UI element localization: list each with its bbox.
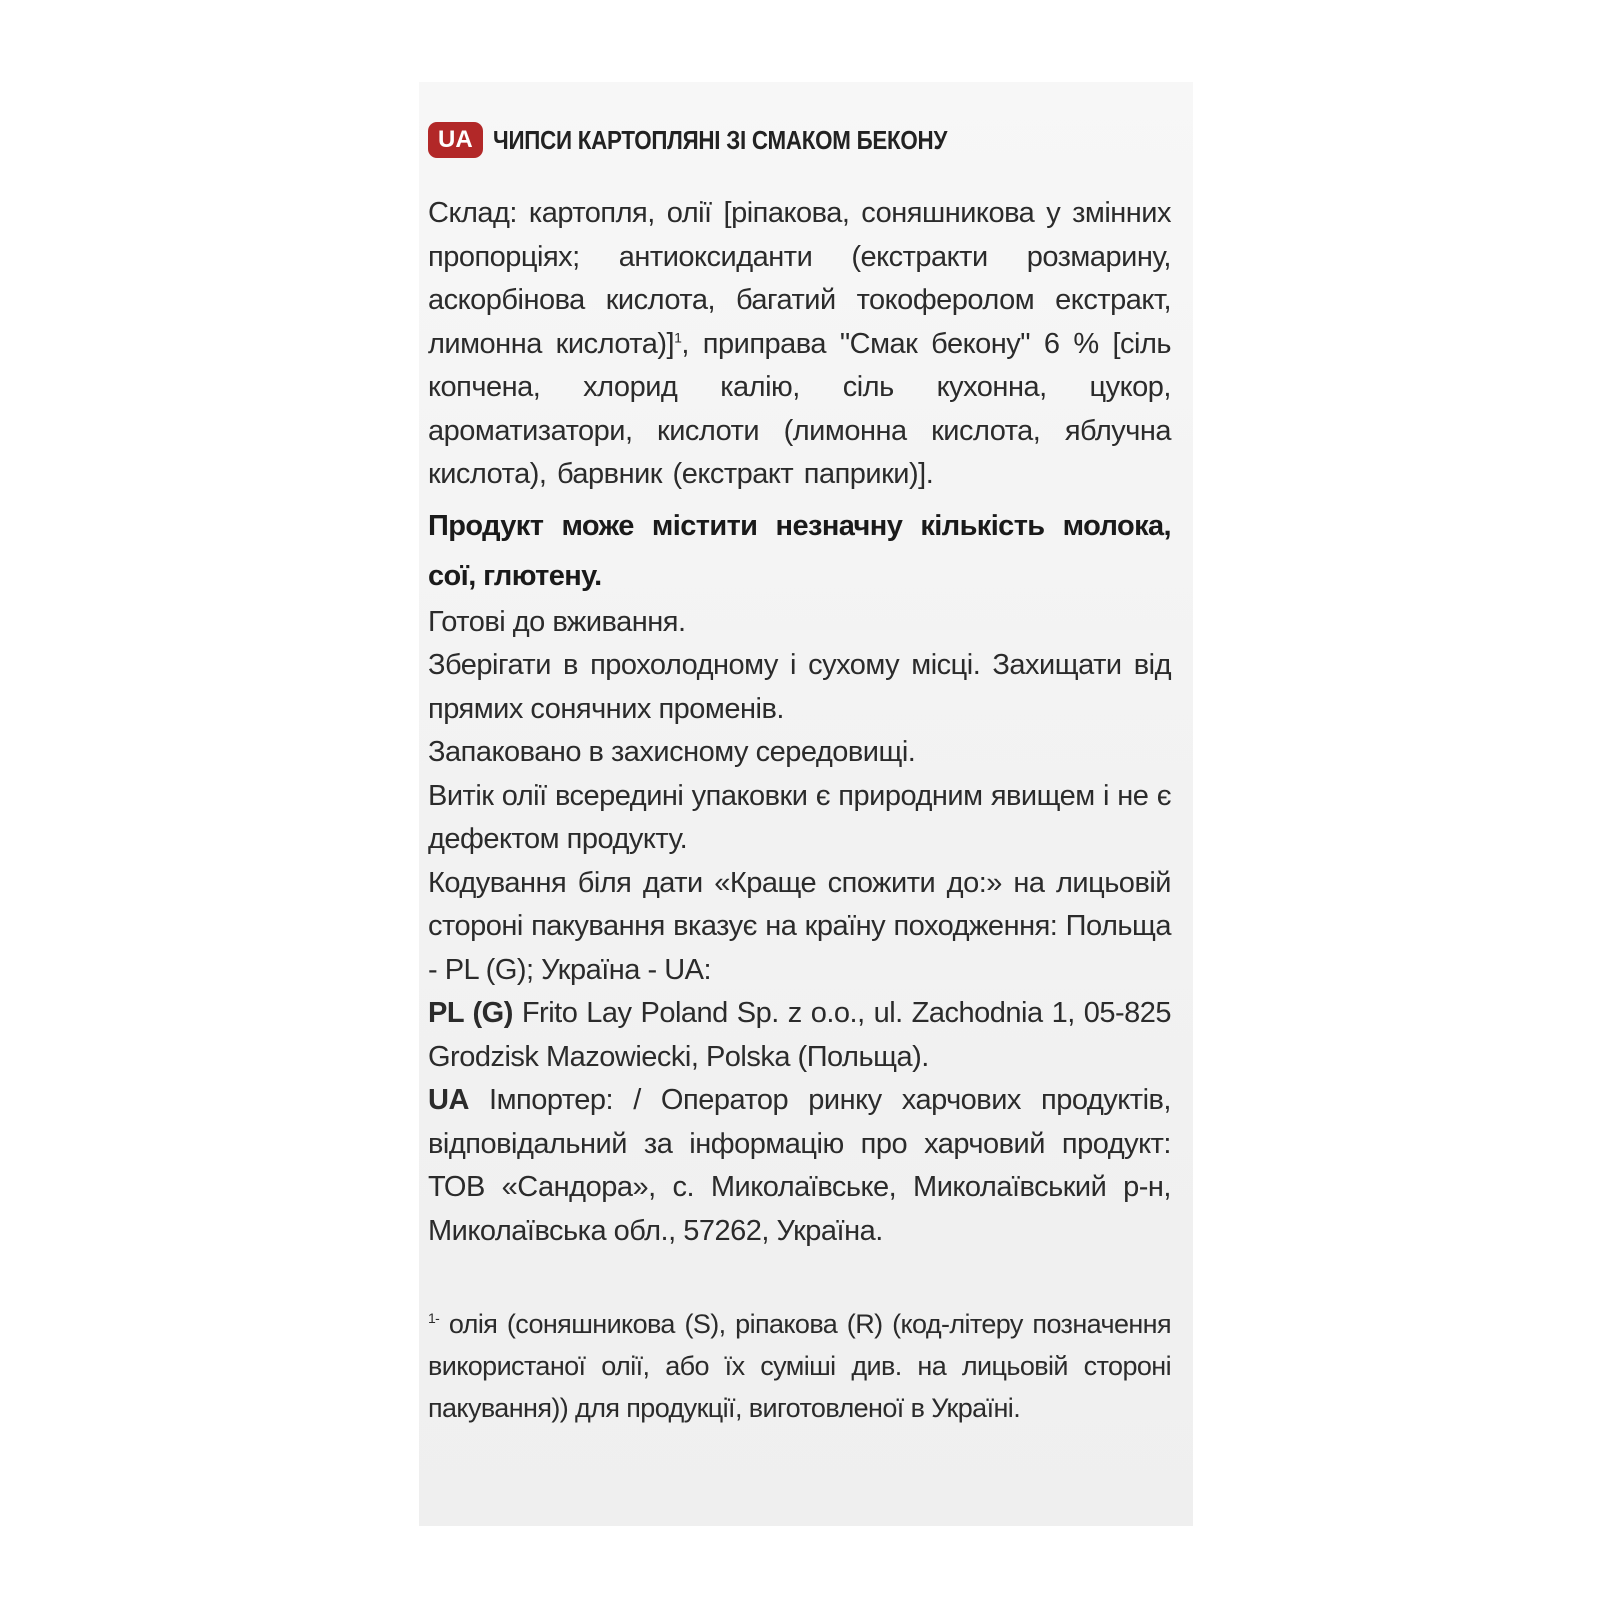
packaging-note: Запаковано в захисному середовищі. [428, 736, 916, 768]
oil-footnote [428, 1303, 1171, 1429]
composition-text [428, 192, 1171, 497]
importer-info [428, 1079, 1171, 1253]
allergen-warning: Продукт може містити незначну кількість молока, сої, глютену. [428, 509, 1171, 592]
footnote-label: 1- [428, 1310, 440, 1326]
origin-coding-note: Кодування біля дати «Краще спожити до:» на лицьовій стороні пакування вказує на країну походження: Польща - PL (G); Україна - UA: [428, 866, 1171, 986]
manufacturer-code: PL (G) [428, 997, 513, 1029]
ready-to-eat-text: Готові до вживання. [428, 605, 686, 638]
manufacturer-address: Frito Lay Poland Sp. z o.o., ul. Zachodnia 1, 05-825 Grodzisk Mazowiecki, Polska (Польща). [428, 997, 1172, 1073]
label-panel [419, 82, 1193, 1526]
manufacturer-info [428, 992, 1171, 1079]
oil-leak-note: Витік олії всередині упаковки є природним явищем і не є дефектом продукту. [428, 779, 1171, 855]
title-row [428, 120, 1171, 160]
storage-instructions: Зберігати в прохолодному і сухому місці. Захищати від прямих сонячних променів. [428, 649, 1171, 725]
footnote-marker: 1 [674, 328, 682, 345]
importer-code: UA [428, 1084, 469, 1116]
language-badge: UA [428, 122, 483, 158]
footnote-text: олія (соняшникова (S), ріпакова (R) (код-літеру позначення використаної олії, або їх суміші див. на лицьовій стороні пакування)) для продукції, виготовленої в Україні. [428, 1309, 1171, 1423]
composition-part-1: Склад: картопля, олії [ріпакова, соняшникова у змінних пропорціях; антиоксиданти (екстракти розмарину, аскорбінова кислота, багатий токоферолом екстракт, лимонна кислота)] [428, 197, 1171, 360]
importer-address: Імпортер: / Оператор ринку харчових продуктів, відповідальний за інформацію про харчовий продукт: ТОВ «Сандора», с. Миколаївське, Миколаївський р-н, Миколаївська обл., 57262, Україна. [428, 1084, 1171, 1247]
product-title: ЧИПСИ КАРТОПЛЯНІ ЗІ СМАКОМ БЕКОНУ [492, 124, 947, 155]
label-body [428, 192, 1171, 1429]
composition-part-2: , приправа "Смак бекону" 6 % [сіль копчена, хлорид калію, сіль кухонна, цукор, ароматизатори, кислоти (лимонна кислота, яблучна кислота), барвник (екстракт паприки)]. [428, 327, 1171, 490]
